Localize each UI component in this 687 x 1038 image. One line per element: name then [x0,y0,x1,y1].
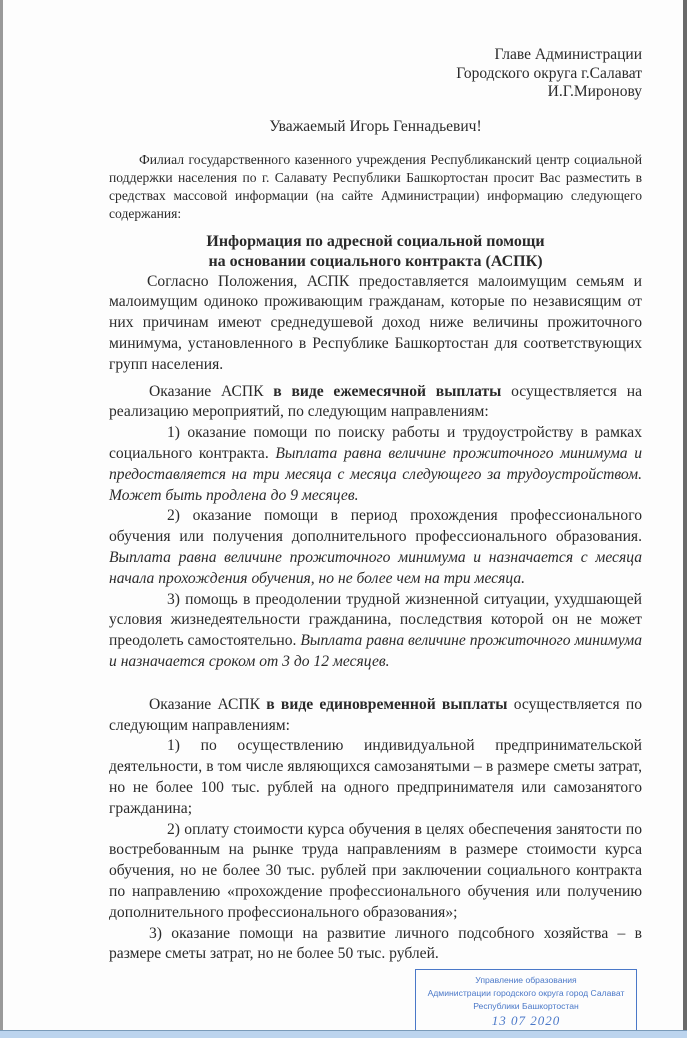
lead-text: осуществляется на реализацию мероприятий, по следующим направлениям: [109,382,642,421]
item-italic: Выплата равна величине прожиточного минимума и назначается с месяца начала прохождения обучения, но не более чем на три месяца. [109,549,642,587]
stamp-date: 13 07 2020 [491,1013,561,1029]
lumpsum-item: 3) оказание помощи на развитие личного подсобного хозяйства – в размере сметы затрат, но не более 50 тыс. рублей. [109,924,642,963]
stamp-line: Управление образования [475,975,577,986]
monthly-item [109,423,642,506]
title-line: на основании социального контракта (АСПК) [208,252,543,270]
lead-text: осуществляется по следующим направлениям: [109,695,642,734]
item-italic: Выплата равна величине прожиточного минимума и предоставляется на три месяца с месяца следующего за трудоустройством. Может быть продлена до 9 месяцев. [109,445,642,504]
lead-text: Оказание АСПК [149,695,267,713]
lead-text: Оказание АСПК [149,382,274,400]
item-text: 2) оказание помощи в период прохождения профессионального обучения или получения дополнительного профессионального образования. [109,507,642,546]
lumpsum-item: 2) оплату стоимости курса обучения в целях обеспечения занятости по востребованным на рынке труда направлениям в размере стоимости курса обучения, но не более 30 тыс. рублей при заключении социального контракта по направлению «прохождение профессионального обучения или получению дополнительного профессионального образования»; [109,820,642,921]
stamp-area [109,969,642,1030]
monthly-item [109,506,642,589]
intro-paragraph: Филиал государственного казенного учреждения Республиканский центр социальной поддержки населения по г. Салавату Республики Башкортостан просит Вас разместить в средствах массовой информации (на сайте Администрации) информацию следующего содержания: [109,151,642,222]
lead-bold: в виде ежемесячной выплаты [273,382,502,400]
document-title [109,232,642,272]
item-text: 1) оказание помощи по поиску работы и трудоустройству в рамках социального контракта. [109,424,642,463]
monthly-lead [109,382,642,424]
lead-bold: в виде единовременной выплаты [266,695,508,713]
lumpsum-lead [109,695,642,737]
aspk-description: Согласно Положения, АСПК предоставляется малоимущим семьям и малоимущим одиноко проживающим гражданам, которые по независящим от них причинам имеют среднедушевой доход ниже величины прожиточного минимума, установленного в Республике Башкортостан для соответствующих групп населения. [109,272,642,373]
stamp-line: Республики Башкортостан [473,1001,579,1012]
lumpsum-item: 1) по осуществлению индивидуальной предпринимательской деятельности, в том числе являющихся самозанятыми – в размере сметы затрат, но не более 100 тыс. рублей на одного предпринимателя или самозанятого гражданина; [109,737,642,817]
item-text: 3) помощь в преодолении трудной жизненной ситуации, ухудшающей условия жизнедеятельности гражданина, последствия которой он не может преодолеть самостоятельно. [109,590,642,650]
monthly-item [109,590,642,673]
greeting: Уважаемый Игорь Геннадьевич! [269,117,482,135]
stamp-line: Администрации городского округа город Салават [427,988,625,999]
addressee-block [109,46,642,102]
viewer-bottom-bar [0,1030,687,1038]
addressee-line: Городского округа г.Салават [456,64,642,82]
registration-stamp [415,969,637,1030]
addressee-line: Главе Администрации [494,46,642,63]
item-italic: Выплата равна величине прожиточного минимума и назначается сроком от 3 до 12 месяцев. [109,632,642,671]
addressee-line: И.Г.Миронову [547,83,642,100]
title-line: Информация по адресной социальной помощи [206,232,545,250]
